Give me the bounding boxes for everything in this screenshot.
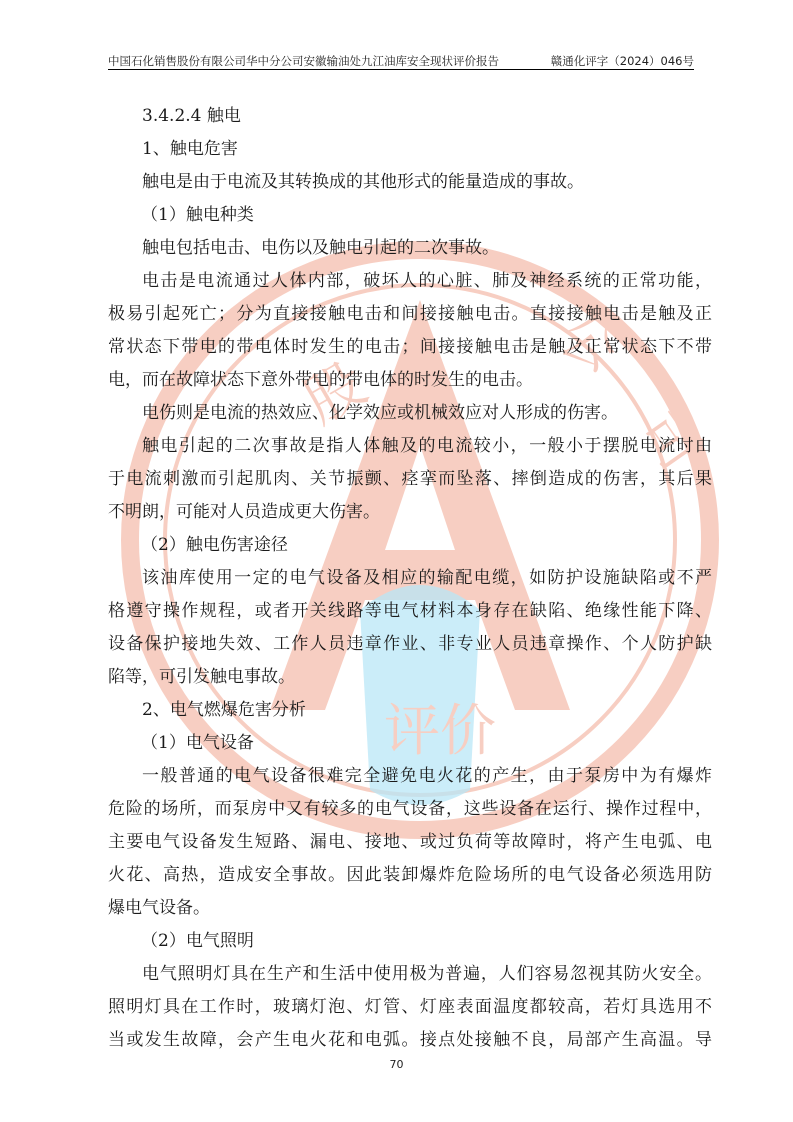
body-line: 该油库使用一定的电气设备及相应的输配电缆，如防护设施缺陷或不严 (142, 568, 712, 588)
item-heading: （2）触电伤害途径 (141, 535, 288, 555)
body-line: 触电包括电击、电伤以及触电引起的二次事故。 (142, 238, 499, 258)
body-line: 一般普通的电气设备很难完全避免电火花的产生，由于泵房中为有爆炸 (142, 766, 712, 786)
body-line: 电击是电流通过人体内部，破坏人的心脏、肺及神经系统的正常功能， (142, 271, 712, 291)
page-header (108, 53, 694, 69)
item-heading: （1）电气设备 (141, 733, 254, 753)
header-rule (108, 69, 694, 70)
body-line: 陷等，可引发触电事故。 (108, 667, 295, 687)
body-line: 电，而在故障状态下意外带电的带电体的时发生的电击。 (108, 370, 533, 390)
body-line: 电伤则是电流的热效应、化学效应或机械效应对人形成的伤害。 (142, 403, 618, 423)
body-line: 不明朗，可能对人员造成更大伤害。 (108, 502, 380, 522)
report-number: 赣通化评字（2024）046号 (550, 54, 694, 68)
body-line: 当或发生故障，会产生电火花和电弧。接点处接触不良，局部产生高温。导 (108, 1030, 712, 1050)
body-line: 触电是由于电流及其转换成的其他形式的能量造成的事故。 (142, 172, 584, 192)
body-line: 火花、高热，造成安全事故。因此装卸爆炸危险场所的电气设备必须选用防 (108, 865, 712, 885)
body-line: 爆电气设备。 (108, 898, 210, 918)
item-heading: （2）电气照明 (141, 931, 254, 951)
body-line: 于电流刺激而引起肌肉、关节振颤、痉挛而坠落、摔倒造成的伤害，其后果 (108, 469, 712, 489)
body-line: 电气照明灯具在生产和生活中使用极为普遍，人们容易忽视其防火安全。 (142, 964, 712, 984)
body-line: 主要电气设备发生短路、漏电、接地、或过负荷等故障时，将产生电弧、电 (108, 832, 712, 852)
document-body (108, 100, 712, 1057)
report-title: 中国石化销售股份有限公司华中分公司安徽输油处九江油库安全现状评价报告 (108, 54, 499, 68)
page-number: 70 (389, 1058, 404, 1071)
body-line: 常状态下带电的带电体时发生的电击；间接接触电击是触及正常状态下不带 (108, 337, 712, 357)
svg-text:司: 司 (627, 397, 713, 481)
section-heading: 3.4.2.4 触电 (142, 106, 241, 126)
svg-text:股: 股 (292, 348, 378, 437)
body-line: 极易引起死亡；分为直接接触电击和间接接触电击。直接接触电击是触及正 (108, 304, 712, 324)
body-line: 照明灯具在工作时，玻璃灯泡、灯管、灯座表面温度都较高，若灯具选用不 (108, 997, 712, 1017)
svg-text:评价: 评价 (384, 699, 496, 764)
item-heading: （1）触电种类 (141, 205, 254, 225)
subsection-heading: 1、触电危害 (142, 139, 238, 159)
body-line: 设备保护接地失效、工作人员违章作业、非专业人员违章操作、个人防护缺 (108, 634, 712, 654)
body-line: 触电引起的二次事故是指人体触及的电流较小，一般小于摆脱电流时由 (142, 436, 712, 456)
svg-text:公: 公 (548, 301, 629, 386)
body-line: 格遵守操作规程，或者开关线路等电气材料本身存在缺陷、绝缘性能下降、 (108, 601, 712, 621)
body-line: 危险的场所，而泵房中又有较多的电气设备，这些设备在运行、操作过程中， (108, 799, 712, 819)
subsection-heading: 2、电气燃爆危害分析 (142, 700, 306, 720)
